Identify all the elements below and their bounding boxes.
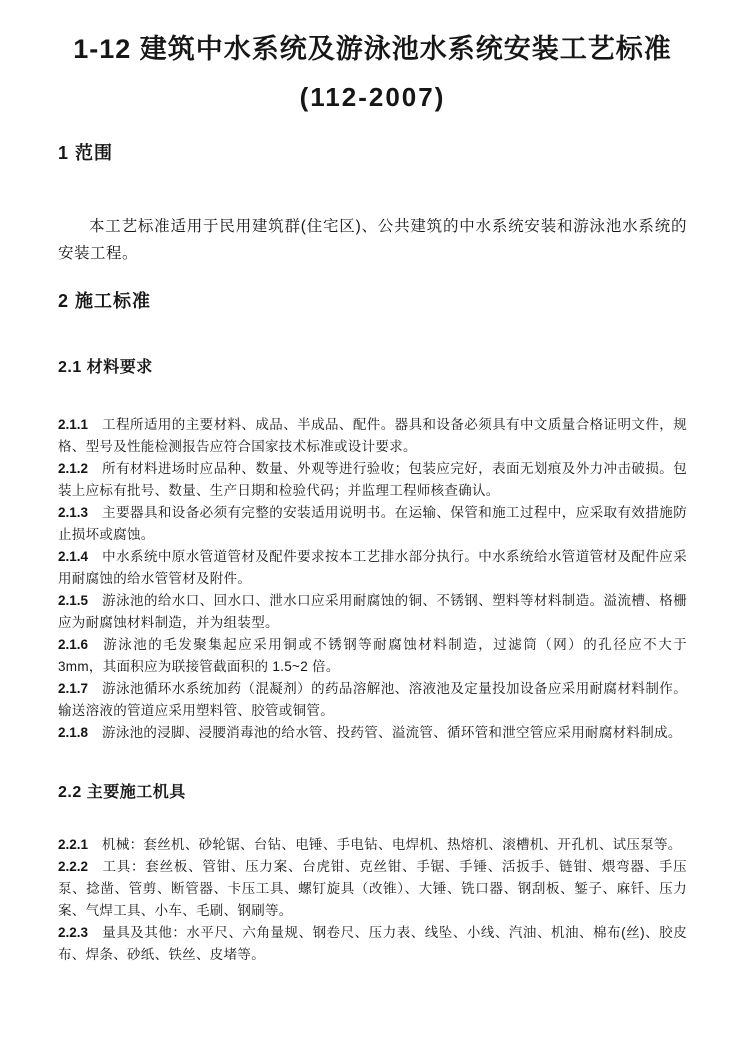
clause-number: 2.2.2 — [58, 859, 89, 874]
document-subtitle: (112-2007) — [299, 82, 446, 112]
clause-number: 2.1.1 — [58, 417, 89, 432]
clause-number: 2.1.5 — [58, 593, 89, 608]
clause-2-1-8 — [58, 722, 687, 744]
clause-text: 游泳池的毛发聚集起应采用铜或不锈钢等耐腐蚀材料制造，过滤筒（网）的孔径应不大于 3mm，其面积应为联接管截面积的 1.5~2 倍。 — [58, 637, 687, 674]
clause-2-1-4 — [58, 546, 687, 590]
clause-number: 2.2.1 — [58, 837, 89, 852]
scope-paragraph: 本工艺标准适用于民用建筑群(住宅区)、公共建筑的中水系统安装和游泳池水系统的安装工程。 — [58, 218, 687, 262]
subsection-heading-materials: 2.1 材料要求 — [58, 359, 153, 376]
clause-text: 游泳池循环水系统加药（混凝剂）的药品溶解池、溶液池及定量投加设备应采用耐腐材料制作。输送溶液的管道应采用塑料管、胶管或铜管。 — [58, 681, 687, 718]
document-title: 1-12 建筑中水系统及游泳池水系统安装工艺标准 — [73, 34, 672, 64]
clause-2-1-2 — [58, 458, 687, 502]
clause-number: 2.1.7 — [58, 681, 89, 696]
clause-text: 机械：套丝机、砂轮锯、台钻、电锤、手电钻、电焊机、热熔机、滚槽机、开孔机、试压泵等。 — [102, 837, 682, 852]
materials-clauses — [58, 414, 687, 744]
clause-2-2-1 — [58, 834, 687, 856]
clause-2-1-7 — [58, 678, 687, 722]
clause-number: 2.1.3 — [58, 505, 89, 520]
clause-number: 2.1.6 — [58, 637, 89, 652]
section-heading-standard: 2 施工标准 — [58, 291, 152, 311]
section-heading-scope: 1 范围 — [58, 143, 114, 163]
clause-text: 工程所适用的主要材料、成品、半成品、配件。器具和设备必须具有中文质量合格证明文件，规格、型号及性能检测报告应符合国家技术标准或设计要求。 — [58, 417, 687, 454]
clause-2-1-5 — [58, 590, 687, 634]
tools-clauses — [58, 834, 687, 966]
clause-2-1-6 — [58, 634, 687, 678]
clause-number: 2.2.3 — [58, 925, 89, 940]
clause-number: 2.1.8 — [58, 725, 89, 740]
clause-text: 游泳池的浸脚、浸腰消毒池的给水管、投药管、溢流管、循环管和泄空管应采用耐腐材料制成。 — [102, 725, 682, 740]
clause-number: 2.1.4 — [58, 549, 89, 564]
clause-text: 主要器具和设备必须有完整的安装适用说明书。在运输、保管和施工过程中，应采取有效措施防止损坏或腐蚀。 — [58, 505, 687, 542]
clause-text: 量具及其他：水平尺、六角量规、钢卷尺、压力表、线坠、小线、汽油、机油、棉布(丝)、胶皮布、焊条、砂纸、铁丝、皮堵等。 — [58, 925, 687, 962]
clause-2-2-2 — [58, 856, 687, 922]
clause-text: 所有材料进场时应品种、数量、外观等进行验收；包装应完好，表面无划痕及外力冲击破损。包装上应标有批号、数量、生产日期和检验代码；并监理工程师核查确认。 — [58, 461, 687, 498]
subsection-heading-tools: 2.2 主要施工机具 — [58, 784, 186, 801]
clause-text: 游泳池的给水口、回水口、泄水口应采用耐腐蚀的铜、不锈钢、塑料等材料制造。溢流槽、格栅应为耐腐蚀材料制造，并为组装型。 — [58, 593, 687, 630]
clause-text: 工具：套丝板、管钳、压力案、台虎钳、克丝钳、手锯、手锤、活扳手、链钳、煨弯器、手压泵、捻凿、管剪、断管器、卡压工具、螺钉旋具（改锥）、大锤、铣口器、钢刮板、錾子、麻钎、压力案、气焊工具、小车、毛刷、钢刷等。 — [58, 859, 687, 918]
clause-2-2-3 — [58, 922, 687, 966]
clause-2-1-3 — [58, 502, 687, 546]
clause-number: 2.1.2 — [58, 461, 89, 476]
clause-2-1-1 — [58, 414, 687, 458]
clause-text: 中水系统中原水管道管材及配件要求按本工艺排水部分执行。中水系统给水管道管材及配件应采用耐腐蚀的给水管管材及附件。 — [58, 549, 687, 586]
